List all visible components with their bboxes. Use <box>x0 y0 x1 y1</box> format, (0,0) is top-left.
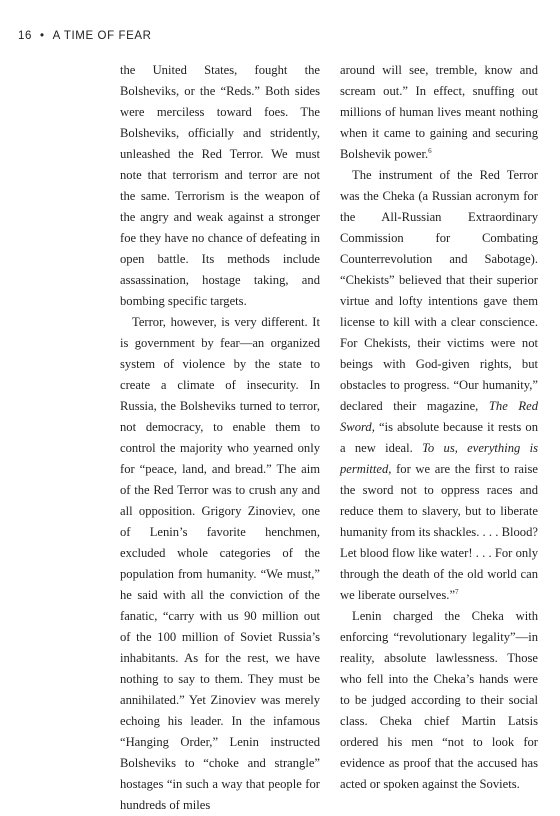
footnote-marker-6: 6 <box>428 147 432 155</box>
italic-phrase: To us, everything is permitted, <box>340 441 538 476</box>
right-paragraph-2 <box>340 165 538 606</box>
right-paragraph-2-text-a: The instrument of the Red Terror was the Cheka (a Russian acronym for the All-Russian Extraordinary Commission for Combating Counterrevolution and Sabotage). “Chekists” believed that their superior virtue and lofty intentions gave them license to kill with a clear conscience. For Chekists, their victims were not beings with God-given rights, but obstacles to progress. “Our humanity,” declared their magazine, <box>340 168 538 413</box>
left-paragraph-1: the United States, fought the Bolsheviks, or the “Reds.” Both sides were merciless toward foes. The Bolsheviks, officially and stridently, unleashed the Red Terror. We must note that terrorism and terror are not the same. Terrorism is the weapon of the angry and weak against a stronger foe they have no chance of defeating in open battle. Its methods include assassination, hostage taking, and bombing specific targets. <box>120 63 320 308</box>
right-paragraph-1-text: around will see, tremble, know and scream out.” In effect, snuffing out millions of human lives meant nothing when it came to gaining and securing Bolshevik power. <box>340 63 538 161</box>
left-paragraph-2: Terror, however, is very different. It is government by fear—an organized system of violence by the state to create a climate of insecurity. In Russia, the Bolsheviks turned to terror, not democracy, to enable them to control the majority who yearned only for “peace, land, and bread.” The aim of the Red Terror was to crush any and all opposition. Grigory Zinoviev, one of Lenin’s favorite henchmen, excluded whole categories of the population from humanity. “We must,” he said with all the conviction of the fanatic, “carry with us 90 million out of the 100 million of Soviet Russia’s inhabitants. As for the rest, we have nothing to say to them. They must be annihilated.” Yet Zinoviev was merely echoing his leader. In the infamous “Hanging Order,” Lenin instructed Bolsheviks to “choke and strangle” hostages “in such a way that people for hundreds of miles <box>120 315 320 812</box>
running-title: A TIME OF FEAR <box>52 30 152 42</box>
running-head <box>18 30 152 42</box>
right-paragraph-3: Lenin charged the Cheka with enforcing “revolutionary legality”—in reality, absolute lawlessness. Those who fell into the Cheka’s hands were to be judged according to their social class. Cheka chief Martin Latsis ordered his men “not to look for evidence as proof that the accused has acted or spoken against the Soviets. <box>340 609 538 791</box>
right-paragraph-2-text-b: “is absolute because it rests on a new ideal. <box>340 420 538 455</box>
right-column <box>340 60 538 795</box>
left-column <box>120 60 320 816</box>
footnote-marker-7: 7 <box>455 588 459 596</box>
magazine-title: The Red Sword, <box>340 399 538 434</box>
page-number: 16 <box>18 30 32 42</box>
header-separator: • <box>40 30 45 42</box>
right-paragraph-2-text-c: for we are the first to raise the sword not to oppress races and reduce them to slavery, but to liberate humanity from its shackles. . . . Blood? Let blood flow like water! . . . For only through the death of the old world can we liberate ourselves.” <box>340 462 538 602</box>
right-paragraph-1 <box>340 60 538 165</box>
